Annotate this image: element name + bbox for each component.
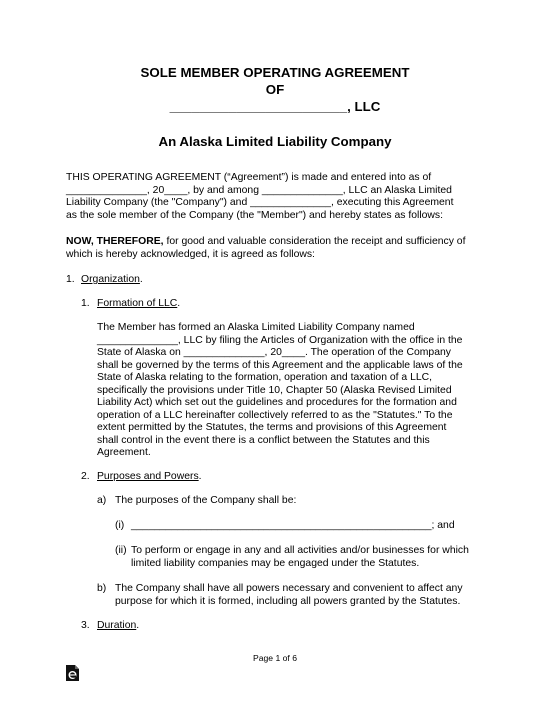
now-therefore-line (66, 236, 465, 248)
formation-line: operation of a LLC hereinafter collectively referred to as the "Statutes." To the (97, 409, 453, 421)
item-ii-line: To perform or engage in any and all activities and/or businesses for which (131, 545, 469, 556)
item-i-text: ____________________________________________________; and (131, 520, 455, 531)
item-ii-line: limited liability companies may be engaged under the Statutes. (131, 557, 420, 569)
section-1-punct: . (139, 274, 143, 285)
sub-1-2-punct: . (198, 471, 202, 482)
page-number: Page 1 of 6 (253, 653, 297, 663)
sub-1-1-label: Formation of LLC (97, 298, 178, 309)
item-ii-number: (ii) (115, 545, 127, 556)
eforms-logo-icon (66, 665, 79, 681)
now-therefore-bold: NOW, THEREFORE, (66, 236, 164, 247)
sub-1-3-label: Duration (97, 620, 137, 631)
item-b-number: b) (97, 583, 107, 594)
intro-line: ______________, 20____, by and among ______________, LLC an Alaska Limited (66, 184, 452, 196)
sub-1-1-heading (97, 298, 180, 310)
subtitle: An Alaska Limited Liability Company (158, 134, 392, 149)
now-therefore-line-2: which is hereby acknowledged, it is agreed as follows: (66, 248, 315, 260)
intro-line: as the sole member of the Company (the "Member") and hereby states as follows: (66, 209, 443, 221)
sub-1-1-number: 1. (81, 298, 90, 309)
item-a-number: a) (97, 495, 107, 506)
section-1-heading (81, 274, 143, 286)
section-1-label: Organization (81, 274, 140, 285)
sub-1-1-punct: . (177, 298, 181, 309)
title-line-3: ________________________, LLC (169, 99, 381, 114)
item-b-line: The Company shall have all powers necessary and convenient to affect any (115, 583, 463, 594)
title-line-1: SOLE MEMBER OPERATING AGREEMENT (140, 65, 410, 80)
item-i-number: (i) (115, 520, 125, 531)
formation-line: ______________, LLC by filing the Articles of Organization with the office in the (97, 334, 463, 346)
formation-line: The Member has formed an Alaska Limited Liability Company named (97, 322, 415, 333)
formation-line: shall control in the event there is a conflict between the Statutes and this (97, 434, 430, 446)
formation-line: shall be governed by the terms of this Agreement and the applicable laws of the (97, 359, 463, 371)
formation-line: State of Alaska on ______________, 20____. The operation of the Company (97, 347, 451, 358)
formation-line: State of Alaska relating to the formation, operation and taxation of a LLC, (97, 372, 433, 383)
formation-line: specifically the provisions under Title 10, Chapter 50 (Alaska Revised Limited (97, 384, 452, 396)
sub-1-2-number: 2. (81, 471, 90, 482)
title-line-2: OF (265, 82, 285, 97)
intro-line: THIS OPERATING AGREEMENT (“Agreement”) is made and entered into as of (66, 172, 432, 183)
formation-line: Agreement. (97, 447, 151, 458)
formation-line: extent permitted by the Statutes, the terms and provisions of this Agreement (97, 422, 447, 433)
sub-1-3-number: 3. (81, 620, 90, 631)
intro-line: Liability Company (the "Company") and ______________, executing this Agreement (66, 197, 454, 208)
sub-1-3-heading (97, 620, 139, 632)
sub-1-2-label: Purposes and Powers (97, 471, 199, 482)
now-therefore-text: for good and valuable consideration the receipt and sufficiency of (163, 236, 466, 247)
section-1-number: 1. (66, 274, 75, 285)
sub-1-3-punct: . (136, 620, 140, 631)
item-b-line: purpose for which it is formed, including all powers granted by the Statutes. (115, 595, 461, 607)
item-a-text: The purposes of the Company shall be: (115, 495, 297, 506)
formation-line: Liability Act) which set out the guidelines and procedures for the formation and (97, 397, 457, 408)
sub-1-2-heading (97, 471, 202, 483)
